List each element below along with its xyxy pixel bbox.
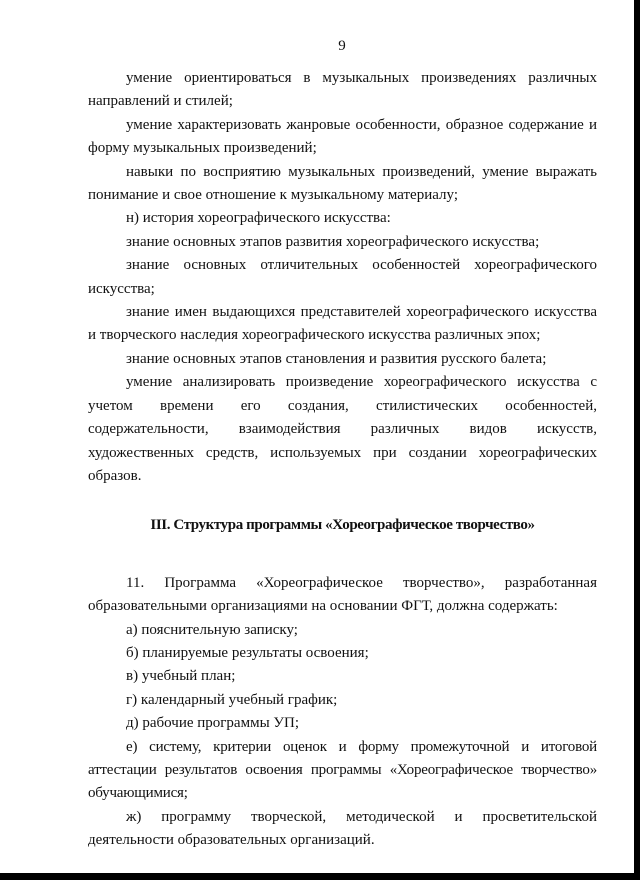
list-item: ж) программу творческой, методической и просветительской деятельности образовательных организаций. <box>88 808 597 849</box>
list-item: а) пояснительную записку; <box>126 621 298 638</box>
section-title: III. Структура программы «Хореографическое творчество» <box>150 517 535 534</box>
paragraph: умение анализировать произведение хореографического искусства с учетом времени его создания, стилистических особенностей, содержательности, взаимодействия различных видов искусств, художественных средств, используемых при создании хореографических образов. <box>88 374 597 484</box>
list-heading: н) история хореографического искусства: <box>126 210 391 227</box>
paragraph: умение характеризовать жанровые особенности, образное содержание и форму музыкальных произведений; <box>88 116 597 157</box>
list-item: г) календарный учебный график; <box>126 691 338 708</box>
page-number: 9 <box>338 38 346 54</box>
paragraph: знание имен выдающихся представителей хореографического искусства и творческого наследия хореографического искусства различных эпох; <box>88 304 597 344</box>
paragraph: знание основных этапов развития хореографического искусства; <box>126 233 540 250</box>
list-item: б) планируемые результаты освоения; <box>126 644 369 661</box>
paragraph: знание основных этапов становления и развития русского балета; <box>126 350 547 367</box>
paragraph: умение ориентироваться в музыкальных произведениях различных направлений и стилей; <box>88 70 597 110</box>
document-body <box>88 67 597 853</box>
paragraph: знание основных отличительных особенностей хореографического искусства; <box>88 257 597 297</box>
paragraph: навыки по восприятию музыкальных произведений, умение выражать понимание и свое отношение к музыкальному материалу; <box>88 163 597 204</box>
list-item: е) систему, критерии оценок и форму промежуточной и итоговой аттестации результатов освоения программы «Хореографическое творчество» обучающимися; <box>88 738 597 802</box>
list-item: в) учебный план; <box>126 668 236 685</box>
paragraph: 11. Программа «Хореографическое творчество», разработанная образовательными организациями на основании ФГТ, должна содержать: <box>88 574 597 615</box>
list-item: д) рабочие программы УП; <box>126 715 300 732</box>
